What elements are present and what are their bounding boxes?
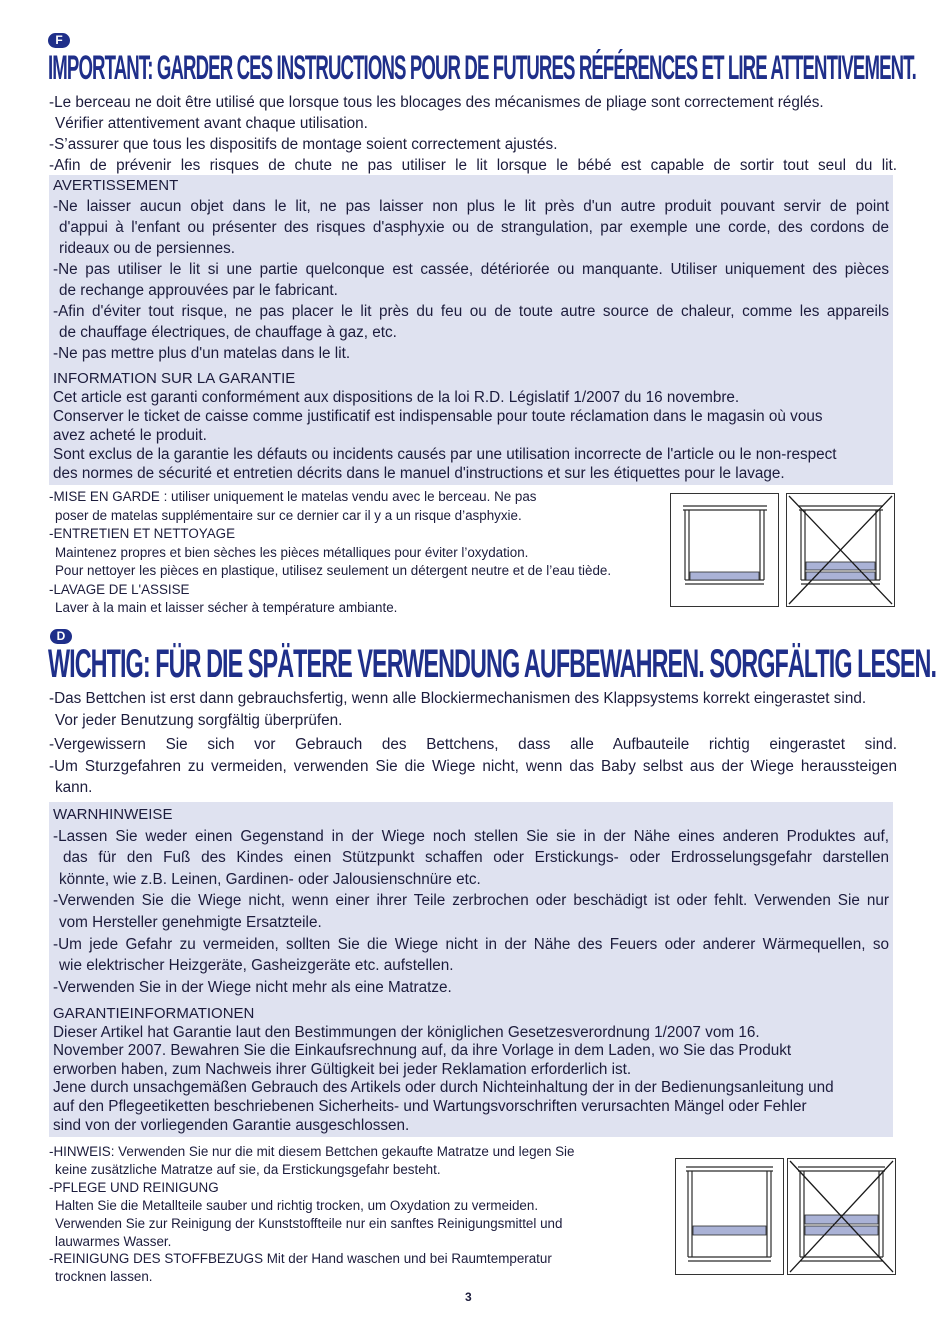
french-guarantee-line: des normes de sécurité et entretien décrits dans le manuel d'instructions et sur les étiquettes pour le lavage. [53, 465, 785, 482]
german-guarantee-line: Dieser Artikel hat Garantie laut den Bestimmungen der königlichen Gesetzesverordnung 1/2007 vom 16. [53, 1023, 760, 1041]
german-language-badge: D [50, 629, 72, 644]
german-care-line: -HINWEIS: Verwenden Sie nur die mit diesem Bettchen gekaufte Matratze und legen Sie [49, 1144, 575, 1159]
french-guarantee-title: INFORMATION SUR LA GARANTIE [53, 370, 296, 387]
german-warning-line: -Um jede Gefahr zu vermeiden, sollten Sie die Wiege nicht in der Nähe des Feuers oder anderer Wärmequellen, so [53, 935, 889, 953]
german-guarantee-line: November 2007. Bewahren Sie die Einkaufsrechnung auf, da ihre Vorlage in dem Laden, wo Sie das Produkt [53, 1042, 792, 1060]
french-intro-line: -Afin de prévenir les risques de chute ne pas utiliser le lit lorsque le bébé est capable de sortir tout seul du lit. [49, 157, 897, 174]
crib-crossed-drawing [787, 494, 894, 606]
french-language-badge: F [48, 33, 70, 48]
german-care-line: keine zusätzliche Matratze auf sie, da Erstickungsgefahr besteht. [55, 1161, 441, 1177]
french-intro-line: -S’assurer que tous les dispositifs de montage soient correctement ajustés. [49, 136, 558, 153]
german-care-line: Halten Sie die Metallteile sauber und richtig trocken, um Oxydation zu vermeiden. [55, 1197, 539, 1213]
german-intro [49, 688, 897, 799]
french-care-line: poser de matelas supplémentaire sur ce dernier car il y a un risque d’asphyxie. [55, 507, 522, 523]
french-warning-line: -Ne pas utiliser le lit si une partie quelconque est cassée, détériorée ou manquante. Utiliser uniquement des pièces [53, 261, 889, 278]
french-care-line: Pour nettoyer les pièces en plastique, utilisez seulement un détergent neutre et de l’eau tiède. [55, 563, 612, 578]
german-intro-line: Vor jeder Benutzung sorgfältig überprüfen. [55, 711, 343, 729]
crib-extra-mattress-crossed-icon [787, 1158, 896, 1275]
french-guarantee-line: avez acheté le produit. [53, 427, 207, 444]
german-warning-line: wie elektrischer Heizgeräte, Gasheizgeräte etc. aufstellen. [59, 957, 454, 975]
german-intro-line: -Vergewissern Sie sich vor Gebrauch des Bettchens, dass alle Aufbauteile richtig eingerastet sind. [49, 736, 897, 753]
crib-drawing [671, 494, 778, 606]
german-warning-line: -Lassen Sie weder einen Gegenstand in der Wiege noch stellen Sie sie in der Nähe eines anderen Produktes auf, [53, 827, 889, 845]
german-guarantee-line: sind von der vorliegenden Garantie ausgeschlossen. [53, 1116, 410, 1134]
crib-crossed-drawing [788, 1159, 895, 1274]
french-warning-line: -Ne pas mettre plus d'un matelas dans le lit. [53, 345, 351, 362]
french-intro-line: -Le berceau ne doit être utilisé que lorsque tous les blocages des mécanismes de pliage sont correctement réglés. [49, 94, 824, 111]
german-care-line: -PFLEGE UND REINIGUNG [49, 1179, 219, 1195]
german-intro-line: -Das Bettchen ist erst dann gebrauchsfertig, wenn alle Blockiermechanismen des Klappsystems korrekt eingerastet sind. [49, 690, 867, 707]
french-warning-line: de chauffage électriques, de chauffage à gaz, etc. [59, 324, 397, 341]
french-warning-line: rideaux ou de persiennes. [59, 240, 236, 257]
german-guarantee-line: Jene durch unsachgemäßen Gebrauch des Artikels oder durch Nichteinhaltung der in der Bedienungsanleitung und [53, 1079, 834, 1097]
german-warning-line: das für den Fuß des Kindes einen Stützpunkt schaffen oder Erstickungs- oder Erdrosselungsgefahr darstellen [63, 849, 889, 867]
french-warning-title: AVERTISSEMENT [53, 177, 179, 194]
french-care-section [49, 488, 669, 618]
german-heading: WICHTIG: FÜR DIE SPÄTERE VERWENDUNG AUFBEWAHREN. SORGFÄLTIG LESEN. [48, 642, 937, 686]
german-care-line: -REINIGUNG DES STOFFBEZUGS Mit der Hand waschen und bei Raumtemperatur [49, 1251, 552, 1267]
french-warning-line: de rechange approuvées par le fabricant. [59, 282, 338, 299]
french-warning-box [49, 175, 893, 485]
french-guarantee-line: Cet article est garanti conformément aux dispositions de la loi R.D. Législatif 1/2007 du 16 novembre. [53, 389, 740, 406]
french-care-line: -ENTRETIEN ET NETTOYAGE [49, 526, 236, 541]
german-care-line: lauwarmes Wasser. [55, 1233, 172, 1249]
german-guarantee-title: GARANTIEINFORMATIONEN [53, 1005, 255, 1022]
french-care-line: -LAVAGE DE L'ASSISE [49, 581, 190, 597]
german-care-line: trocknen lassen. [55, 1269, 153, 1285]
german-care-line: Verwenden Sie zur Reinigung der Kunststoffteile nur ein sanftes Reinigungsmittel und [55, 1215, 563, 1231]
german-warning-line: könnte, wie z.B. Leinen, Gardinen- oder Jalousienschnüre etc. [59, 870, 481, 888]
german-care-section [49, 1143, 669, 1286]
french-care-line: -MISE EN GARDE : utiliser uniquement le matelas vendu avec le berceau. Ne pas [49, 489, 537, 504]
german-warning-line: -Verwenden Sie in der Wiege nicht mehr als eine Matratze. [53, 978, 452, 996]
french-warning-line: -Afin d'éviter tout risque, ne pas placer le lit près du feu ou de toute autre source de chaleur, comme les appareils [53, 303, 889, 320]
crib-extra-mattress-crossed-icon [786, 493, 895, 607]
german-warning-box [49, 802, 893, 1137]
crib-single-mattress-icon [675, 1158, 784, 1275]
crib-drawing [676, 1159, 783, 1274]
german-warning-line: -Verwenden Sie die Wiege nicht, wenn einer ihrer Teile zerbrochen oder beschädigt ist oder fehlt. Verwenden Sie nur [53, 892, 889, 910]
french-intro [49, 92, 897, 176]
german-intro-line: kann. [55, 779, 93, 796]
german-warning-title: WARNHINWEISE [53, 806, 173, 823]
page-number: 3 [465, 1290, 472, 1304]
crib-single-mattress-icon [670, 493, 779, 607]
german-guarantee-line: erworben haben, zum Nachweis ihrer Gültigkeit bei jeder Reklamation erforderlich ist. [53, 1060, 632, 1078]
french-warning-line: -Ne laisser aucun objet dans le lit, ne pas laisser non plus le lit près d'un autre produit pouvant servir de point [53, 198, 889, 215]
german-guarantee-line: auf den Pflegeetiketten beschriebenen Sicherheits- und Wartungsvorschriften verursachten Mängel oder Fehler [53, 1097, 807, 1115]
french-warning-line: d'appui à l'enfant ou présenter des risques d'asphyxie ou de strangulation, par exemple une corde, des cordons de [59, 219, 889, 236]
french-guarantee-line: Sont exclus de la garantie les défauts ou incidents causés par une utilisation incorrecte de l'article ou le non-respect [53, 446, 837, 463]
french-intro-line: Vérifier attentivement avant chaque utilisation. [55, 115, 368, 132]
french-care-line: Laver à la main et laisser sécher à température ambiante. [55, 600, 398, 615]
french-heading: IMPORTANT: GARDER CES INSTRUCTIONS POUR DE FUTURES RÉFÉRENCES ET LIRE ATTENTIVEMENT. [48, 49, 916, 87]
german-intro-line: -Um Sturzgefahren zu vermeiden, verwenden Sie die Wiege nicht, wenn das Baby selbst aus der Wiege heraussteigen [49, 757, 897, 775]
german-warning-line: vom Hersteller genehmigte Ersatzteile. [59, 913, 322, 931]
french-guarantee-line: Conserver le ticket de caisse comme justificatif est indispensable pour toute réclamation dans le magasin où vous [53, 408, 823, 425]
french-care-line: Maintenez propres et bien sèches les pièces métalliques pour éviter l’oxydation. [55, 544, 529, 560]
